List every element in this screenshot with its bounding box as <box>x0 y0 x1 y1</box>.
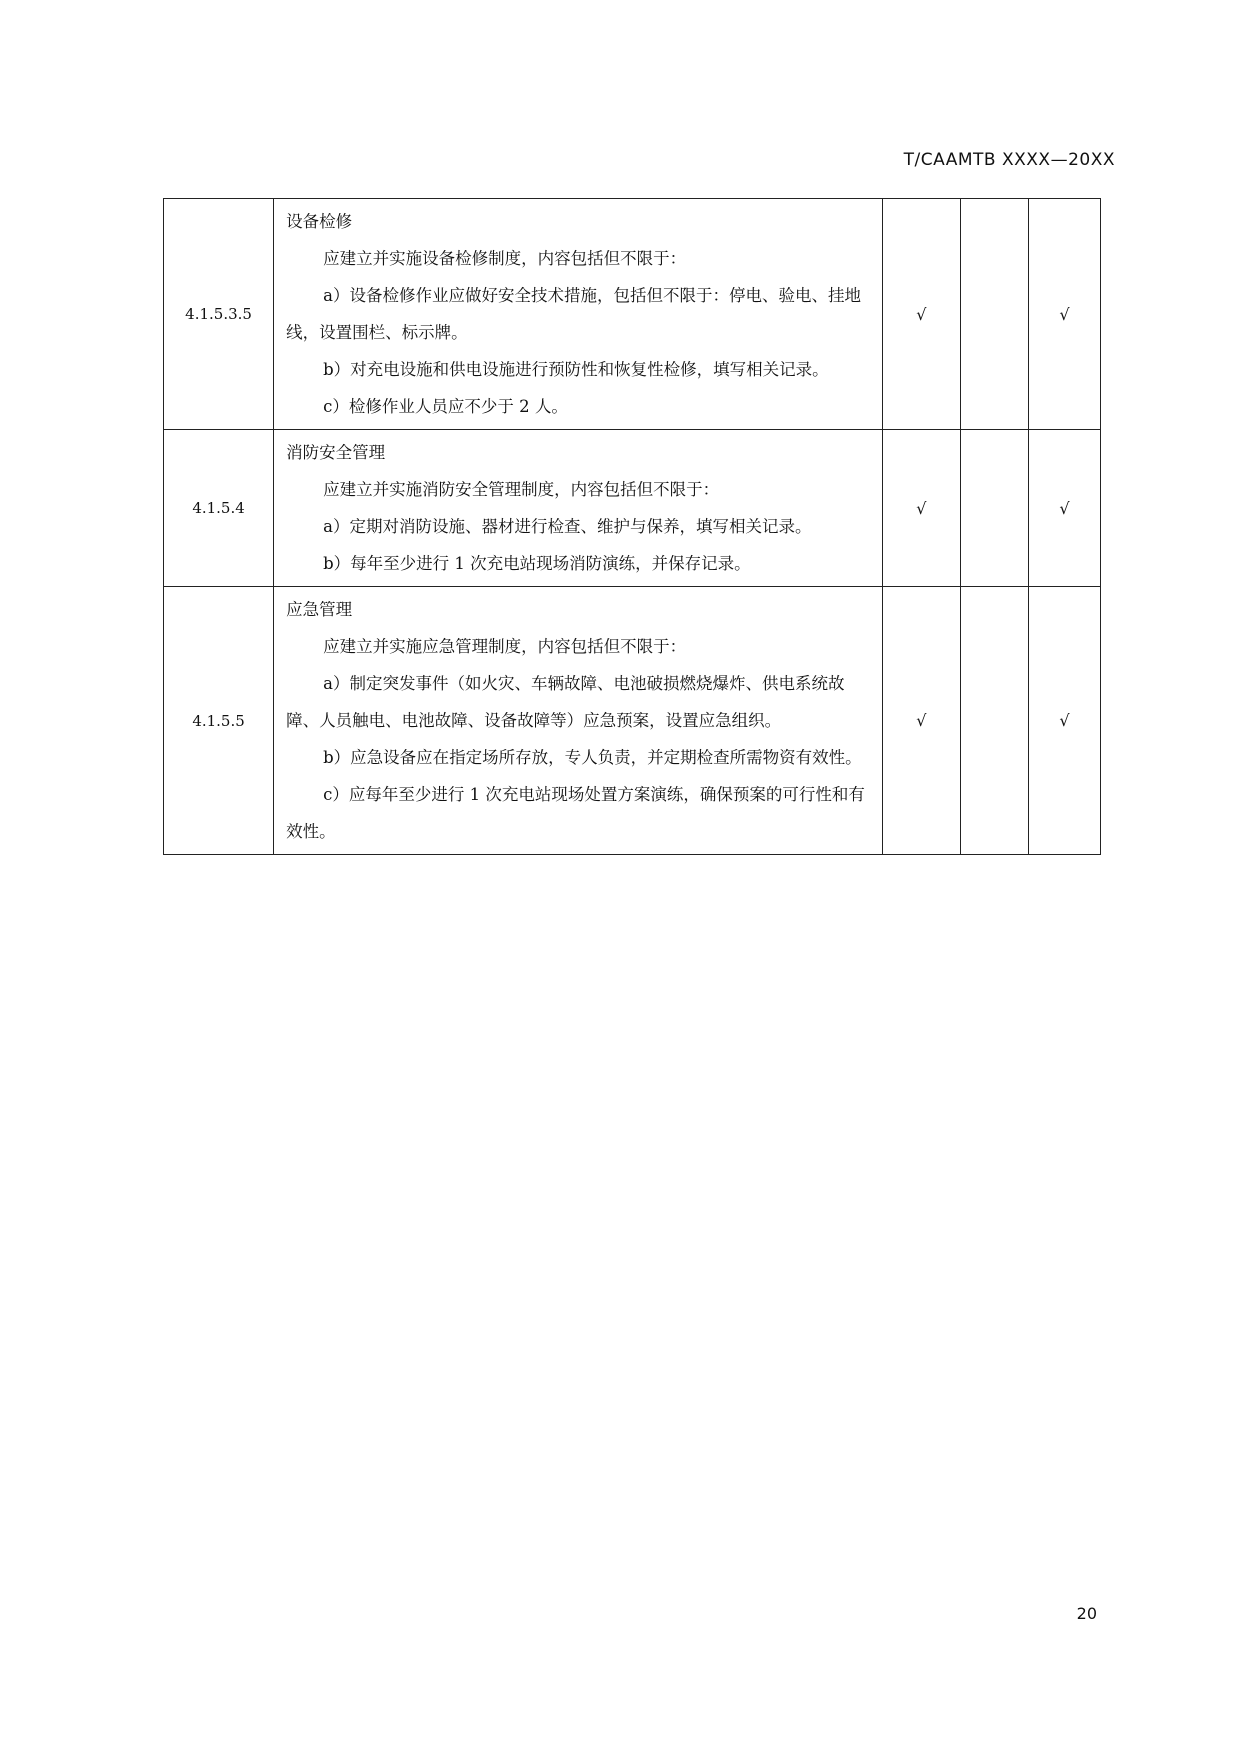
clause-number: 4.1.5.4 <box>164 430 274 587</box>
clause-content <box>274 199 883 430</box>
clause-line: 应建立并实施设备检修制度，内容包括但不限于： <box>323 249 687 268</box>
check-mark-cell <box>960 587 1028 855</box>
check-mark-cell: √ <box>1028 430 1100 587</box>
page-number: 20 <box>1076 1604 1097 1623</box>
clause-title: 消防安全管理 <box>286 443 386 462</box>
check-mark-cell: √ <box>882 199 960 430</box>
clause-line: b）每年至少进行 1 次充电站现场消防演练，并保存记录。 <box>323 554 751 573</box>
requirements-table <box>163 198 1101 855</box>
clause-number: 4.1.5.3.5 <box>164 199 274 430</box>
check-mark-cell <box>960 199 1028 430</box>
check-mark-cell <box>960 430 1028 587</box>
table-row <box>164 430 1101 587</box>
clause-line: a）定期对消防设施、器材进行检查、维护与保养，填写相关记录。 <box>323 517 812 536</box>
check-mark-cell: √ <box>882 430 960 587</box>
check-mark-cell: √ <box>1028 587 1100 855</box>
clause-line: a）设备检修作业应做好安全技术措施，包括但不限于：停电、验电、挂地线，设置围栏、标示牌。 <box>286 286 861 342</box>
table-row <box>164 199 1101 430</box>
clause-content <box>274 430 883 587</box>
clause-content <box>274 587 883 855</box>
clause-title: 应急管理 <box>286 600 353 619</box>
clause-line: 应建立并实施消防安全管理制度，内容包括但不限于： <box>323 480 720 499</box>
document-code: T/CAAMTB XXXX—20XX <box>903 150 1115 170</box>
check-mark-cell: √ <box>882 587 960 855</box>
clause-line: c）检修作业人员应不少于 2 人。 <box>323 397 568 416</box>
clause-line: a）制定突发事件（如火灾、车辆故障、电池破损燃烧爆炸、供电系统故障、人员触电、电池故障、设备故障等）应急预案，设置应急组织。 <box>286 674 845 730</box>
clause-number: 4.1.5.5 <box>164 587 274 855</box>
clause-line: b）应急设备应在指定场所存放，专人负责，并定期检查所需物资有效性。 <box>323 748 862 767</box>
table-row <box>164 587 1101 855</box>
clause-line: b）对充电设施和供电设施进行预防性和恢复性检修，填写相关记录。 <box>323 360 829 379</box>
clause-line: 应建立并实施应急管理制度，内容包括但不限于： <box>323 637 687 656</box>
check-mark-cell: √ <box>1028 199 1100 430</box>
clause-line: c）应每年至少进行 1 次充电站现场处置方案演练，确保预案的可行性和有效性。 <box>286 785 865 841</box>
clause-title: 设备检修 <box>286 212 353 231</box>
